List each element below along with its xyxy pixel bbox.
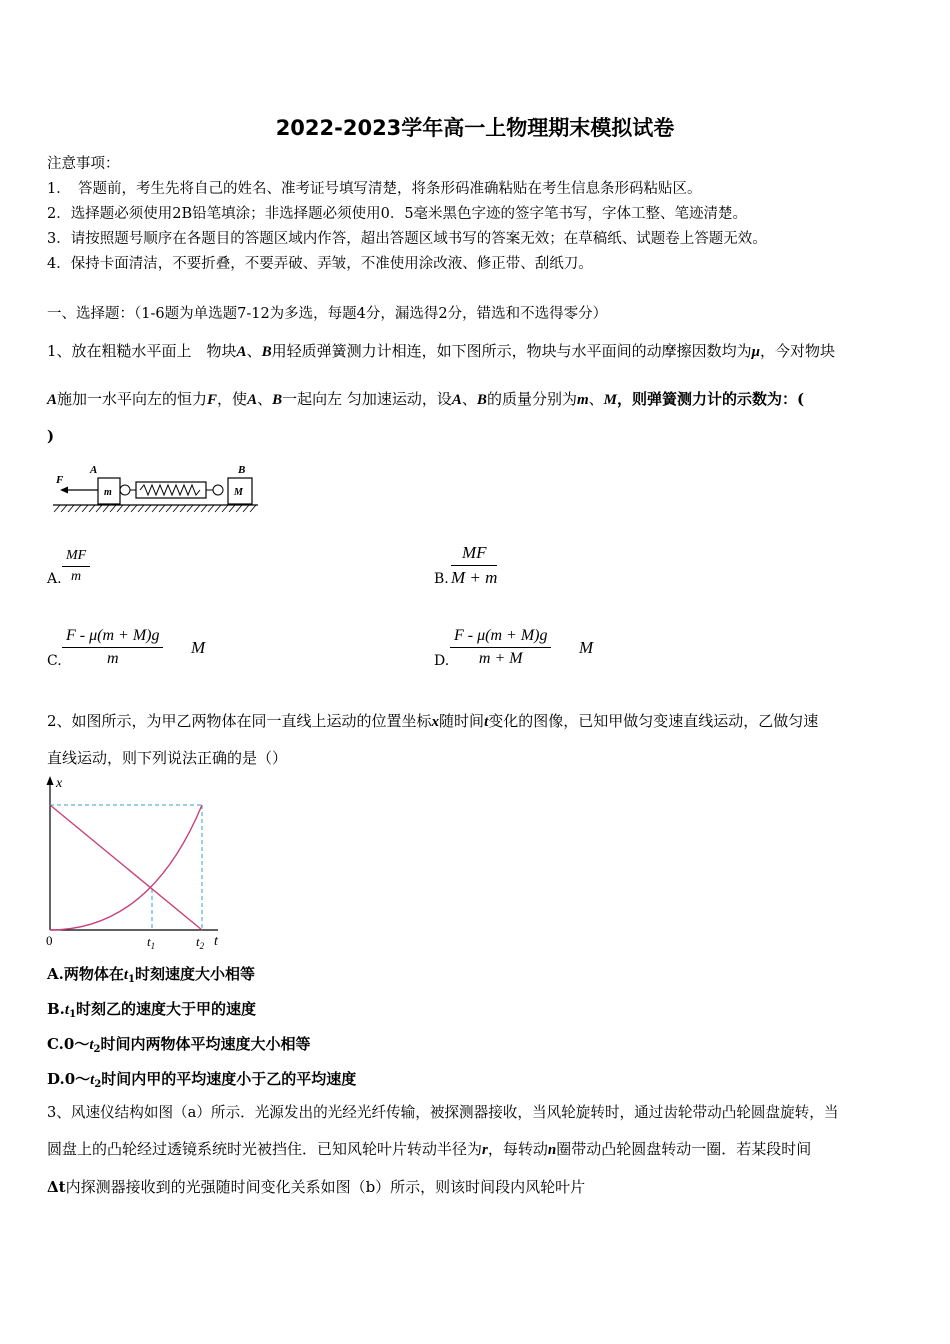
- q1-option-b-fraction: $\frac{MF}{M + m}$: [451, 543, 498, 587]
- q1-option-c-factor: M: [191, 638, 206, 657]
- block-a-mass: m: [104, 487, 112, 498]
- t2-tick-label: $t_2$: [196, 934, 205, 951]
- hook-right: [213, 485, 223, 495]
- q2-option-d[interactable]: $D.0\sim t_2$时间内甲的平均速度小于乙的平均速度: [47, 1070, 357, 1090]
- section-heading: 一、选择题：（1-6题为单选题7-12为多选，每题4分，漏选得2分，错选和不选得零分）: [47, 306, 608, 322]
- notes-heading: 注意事项：: [47, 156, 120, 172]
- q1-option-c-label[interactable]: C.: [47, 653, 62, 669]
- hook-left: [120, 485, 130, 495]
- q2-line1: 2、如图所示，为甲乙两物体在同一直线上运动的位置坐标x随时间t变化的图像，已知甲做匀变速直线运动，乙做匀速: [47, 712, 819, 730]
- series-yi-line: [50, 805, 202, 930]
- x-axis-arrowhead: [47, 776, 54, 785]
- q3-line2: 圆盘上的凸轮经过透镜系统时光被挡住．已知风轮叶片转动半径为r，每转动n圈带动凸轮圆盘转动一圈．若某段时间: [47, 1140, 812, 1158]
- q1-option-b-label[interactable]: B.: [434, 571, 449, 587]
- force-label: F: [56, 474, 64, 486]
- t1-tick-label: $t_1$: [147, 934, 156, 951]
- q1-line2: A施加一水平向左的恒力F，使A、B一起向左 匀加速运动，设A、B的质量分别为m、M，则弹簧测力计的示数为：(: [47, 390, 805, 408]
- q1-option-d-label[interactable]: D.: [434, 653, 450, 669]
- q2-option-a[interactable]: A.两物体在$t_1$时刻速度大小相等: [47, 965, 256, 985]
- block-b-mass: M: [234, 487, 243, 498]
- q2-option-b[interactable]: $B.t_1$时刻乙的速度大于甲的速度: [47, 1000, 257, 1020]
- note-item: 3．请按照题号顺序在各题目的答题区域内作答，超出答题区域书写的答案无效；在草稿纸、试题卷上答题无效。: [47, 231, 767, 247]
- ground-hatching: [54, 505, 256, 512]
- force-arrowhead: [60, 487, 68, 494]
- q1-option-d-factor: M: [579, 638, 594, 657]
- block-a-label: A: [90, 464, 98, 476]
- q1-option-a-label[interactable]: A.: [47, 571, 62, 587]
- q1-option-a-fraction: $\frac{MF}{m}$: [62, 548, 90, 585]
- q3-line1: 3、风速仪结构如图（a）所示．光源发出的光经光纤传输，被探测器接收，当风轮旋转时，通过齿轮带动凸轮圆盘旋转，当: [47, 1104, 839, 1121]
- q1-option-d-fraction: $\frac{F - \mu(m + M)g}{m + M}$: [450, 627, 551, 668]
- q2-line2: 直线运动，则下列说法正确的是（）: [47, 749, 288, 767]
- t-axis-label: t: [214, 934, 218, 949]
- page-title: 2022-2023学年高一上物理期末模拟试卷: [275, 116, 675, 140]
- block-b-label: B: [238, 464, 246, 476]
- q2-xt-graph: [40, 772, 230, 952]
- note-item: 4．保持卡面清洁，不要折叠，不要弄破、弄皱，不准使用涂改液、修正带、刮纸刀。: [47, 256, 593, 272]
- note-item: 2．选择题必须使用2B铅笔填涂；非选择题必须使用0．5毫米黑色字迹的签字笔书写，字体工整、笔迹清楚。: [47, 206, 748, 222]
- x-axis-label: x: [56, 776, 63, 791]
- q1-line3: ): [47, 427, 55, 445]
- origin-label: 0: [46, 933, 53, 948]
- q1-option-c-fraction: $\frac{F - \mu(m + M)g}{m}$: [62, 627, 163, 668]
- q2-option-c[interactable]: $C.0\sim t_2$时间内两物体平均速度大小相等: [47, 1035, 311, 1055]
- note-item: 1． 答题前，考生先将自己的姓名、准考证号填写清楚，将条形码准确粘贴在考生信息条形码粘贴区。: [47, 181, 702, 197]
- q1-spring-figure: [48, 460, 263, 520]
- q1-line1: 1、放在粗糙水平面上 物块A、B用轻质弹簧测力计相连，如下图所示，物块与水平面间的动摩擦因数均为μ，今对物块: [47, 342, 835, 360]
- q3-line3: Δt内探测器接收到的光强随时间变化关系如图（b）所示，则该时间段内风轮叶片: [47, 1178, 586, 1196]
